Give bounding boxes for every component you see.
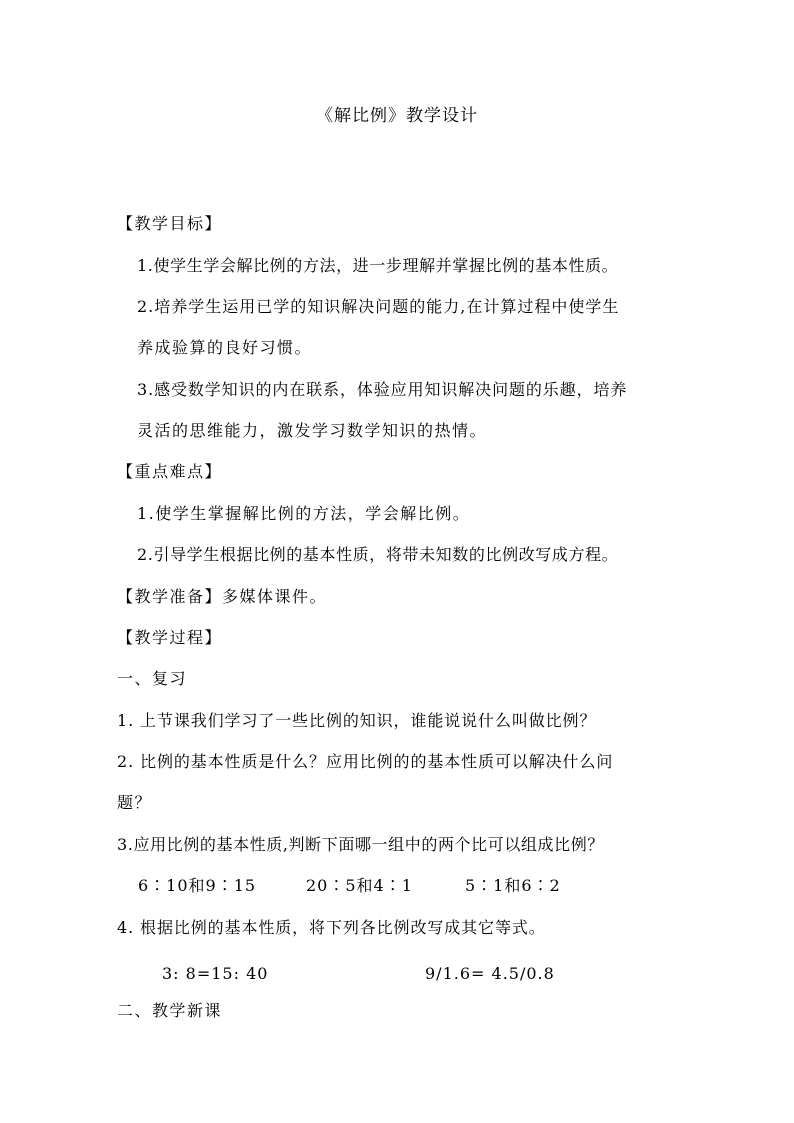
preparation-line: 【教学准备】多媒体课件。 — [117, 587, 328, 606]
review-question-2-line-2: 题？ — [117, 793, 153, 812]
page-title: 《解比例》教学设计 — [316, 106, 478, 126]
key-points-heading: 【重点难点】 — [117, 462, 223, 481]
objective-item-3-line-1: 3.感受数学知识的内在联系，体验应用知识解决问题的乐趣，培养 — [137, 380, 628, 399]
proportion-item-2: 9/1.6= 4.5/0.8 — [425, 964, 555, 983]
objective-item-3-line-2: 灵活的思维能力，激发学习数学知识的热情。 — [137, 421, 488, 440]
ratio-pair-2: 20∶5和4∶1 — [306, 876, 413, 895]
section-new-lesson-heading: 二、教学新课 — [117, 1001, 223, 1020]
ratio-pair-3: 5∶1和6∶2 — [465, 876, 561, 895]
objective-item-2-line-1: 2.培养学生运用已学的知识解决问题的能力,在计算过程中使学生 — [137, 297, 620, 316]
key-point-item-1: 1.使学生掌握解比例的方法，学会解比例。 — [137, 504, 471, 523]
ratio-pair-1: 6∶10和9∶15 — [138, 876, 257, 895]
review-question-4: 4. 根据比例的基本性质，将下列各比例改写成其它等式。 — [117, 918, 546, 937]
objectives-heading: 【教学目标】 — [117, 214, 223, 233]
key-point-item-2: 2.引导学生根据比例的基本性质，将带未知数的比例改写成方程。 — [137, 545, 619, 564]
review-question-2-line-1: 2. 比例的基本性质是什么？应用比例的的基本性质可以解决什么问 — [117, 752, 614, 771]
review-question-3: 3.应用比例的基本性质,判断下面哪一组中的两个比可以组成比例？ — [117, 835, 604, 854]
review-question-1: 1. 上节课我们学习了一些比例的知识，谁能说说什么叫做比例？ — [117, 711, 597, 730]
section-review-heading: 一、复习 — [117, 669, 188, 688]
process-heading: 【教学过程】 — [117, 628, 223, 647]
objective-item-1: 1.使学生学会解比例的方法，进一步理解并掌握比例的基本性质。 — [137, 256, 619, 275]
objective-item-2-line-2: 养成验算的良好习惯。 — [137, 338, 313, 357]
proportion-item-1: 3: 8=15: 40 — [162, 964, 269, 983]
